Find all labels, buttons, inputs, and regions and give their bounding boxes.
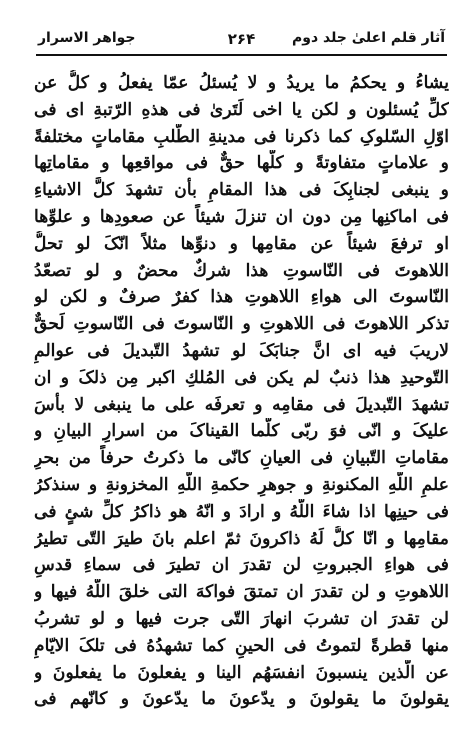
text-line: اللاهوتَ فى النّاسوتِ هذا شركٌ محضٌ و لو تصعّدُ	[34, 260, 449, 281]
text-line: اللاهوتِ و لن تقدرَ ان تمتقَ فواكهَ التى خلقَ اللّهُ فيها و	[34, 582, 449, 603]
text-line: اوّلِ السّلوکِ كما ذكرنا فى مدينةِ الطّلبِ مقاماتٍ مختلفةً	[34, 126, 449, 147]
text-line: مقاماتِ التّبيانِ فى العيانِ كانّى ما ذكرتُ حرفاً من بحرِ	[34, 448, 449, 469]
text-line: كلِّ يُسئلون و لكن يا اخى لَتَرىٰ فى هذهِ الرّتبةِ اى فى	[34, 99, 449, 120]
header-divider	[36, 54, 447, 56]
text-line: فى هواءِ الجبروتِ لن تقدرَ ان تطيرَ فى سماءِ قدسِ	[34, 555, 449, 576]
text-line: تذکر اللاهوتَ فى اللاهوتِ و النّاسوتَ فى النّاسوتِ لَحقٌّ	[34, 314, 449, 335]
text-line: لن تقدرَ ان تشربَ انهارَ التّى جرت فيها و لو تشربُ	[34, 608, 449, 629]
book-title: آثار قلم اعلیٰ جلد دوم	[291, 30, 445, 46]
text-line: مقامِها و انّا كلُّ لَهُ ذاكرونَ ثمّ اعلم بانَ طيرَ التّى تطيرُ	[34, 528, 449, 549]
text-line: عليکَ و انّى فوَ ربّى كلّما القيناکَ من اسرارِ البيانِ و	[34, 421, 449, 442]
text-line: او ترفعَ شيئاً عن مقامِها و دنوِّها مثلاً انّکَ لو تحلُّ	[34, 233, 449, 254]
text-line: فى حينِها اذا شاءَ اللّهُ و ارادَ و انّهُ هو ذاكرُ كلِّ شئٍ فى	[34, 501, 449, 522]
text-line: منها قطرةً لتموتُ فى الحينِ كما تشهدُهُ فى تلکَ الايّامِ	[34, 635, 449, 656]
text-line: و ينبغى لجنابِکَ فى هذا المقامِ بأن تشهدَ كلَّ الاشياءِ	[34, 180, 449, 201]
text-line: تشهدَ التّبديلَ فى مقامِه و تعرفَه على ما ينبغى لا بأسَ	[34, 394, 449, 415]
page-number: ۲۶۴	[227, 30, 256, 48]
text-line: علمِ اللّهِ المكنونةِ و جوهرِ حكمةِ اللّهِ المخزونةِ و سنذكرُ	[34, 474, 449, 495]
text-line: عن الّذين ينسبونَ انفسَهُم الينا و يفعلونَ ما يفعلونَ و	[34, 662, 449, 683]
text-line: و علاماتٍ متفاوتةً و كلُّها حقٌّ فى مواقعِها و مقاماتِها	[34, 153, 449, 174]
text-line: لاريبَ فيه اى انَّ جنابَکَ لو تشهدُ التّبديلَ فى عوالمِ	[34, 340, 449, 361]
text-line: التّوحيدِ هذا ذنبٌ لم يكن فى المُلكِ اكبر مِن ذلکَ و ان	[34, 367, 449, 388]
text-line: يقولونَ ما يقولونَ و يدّعونَ ما يدّعونَ و كانّهم فى	[34, 689, 449, 710]
text-line: فى اماكنِها مِن دون ان تنزلَ شيئاً عن صعودِها و علوِّها	[34, 206, 449, 227]
text-line: النّاسوتَ الى هواءِ اللاهوتِ هذا كفرٌ صرفٌ و لکن لو	[34, 287, 449, 308]
page-body	[34, 70, 449, 713]
page-header	[36, 26, 447, 52]
text-line: يشاءُ و يحكمُ ما يريدُ و لا يُسئلُ عمّا يفعلُ و كلُّ عن	[34, 73, 449, 93]
chapter-title: جواهر الاسرار	[38, 30, 136, 46]
